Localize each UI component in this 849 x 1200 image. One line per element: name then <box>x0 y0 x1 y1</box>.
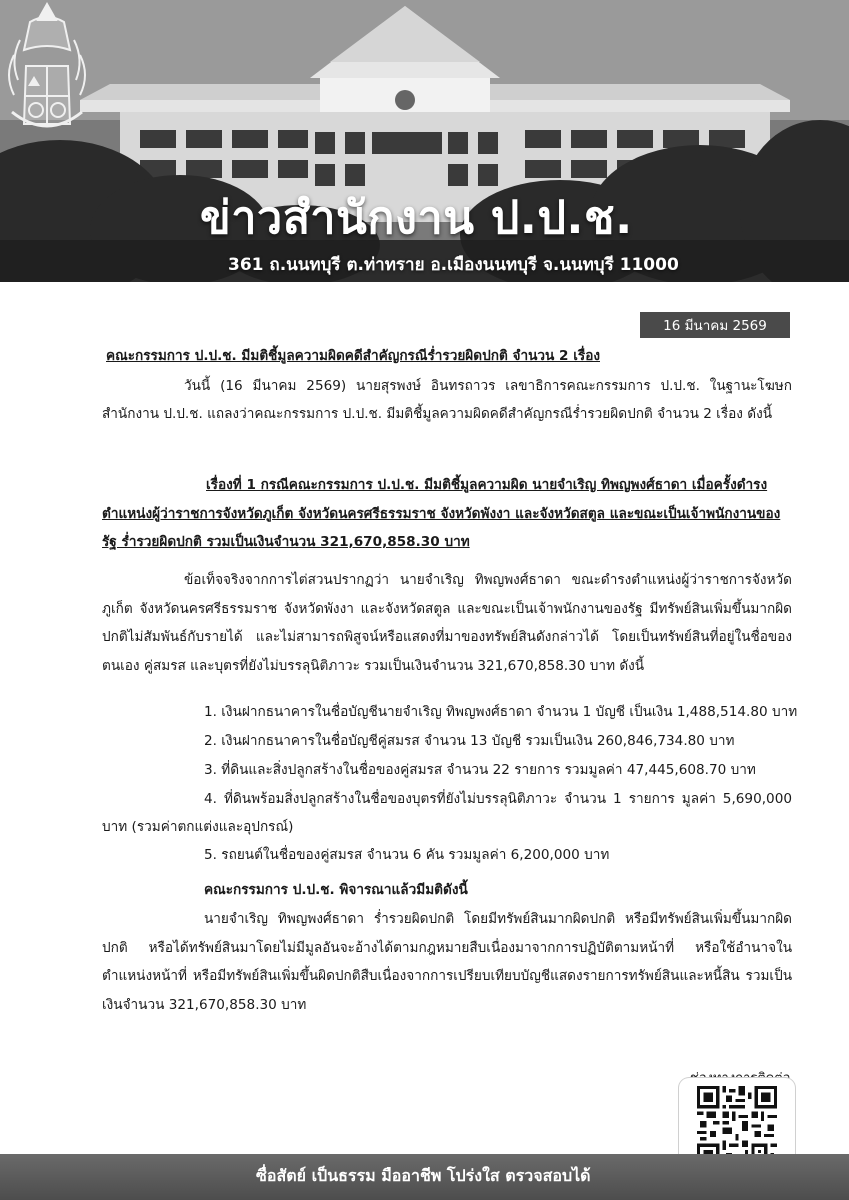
asset-item-1: 1. เงินฝากธนาคารในชื่อบัญชีนายจำเริญ ทิพญพงศ์ธาดา จำนวน 1 บัญชี เป็นเงิน 1,488,514.80 บาท <box>204 704 798 720</box>
asset-item-3: 3. ที่ดินและสิ่งปลูกสร้างในชื่อของคู่สมรส จำนวน 22 รายการ รวมมูลค่า 47,445,608.70 บาท <box>204 762 756 778</box>
header-banner <box>0 0 849 282</box>
nacc-seal-logo <box>0 0 94 140</box>
office-address: 361 ถ.นนทบุรี ต.ท่าทราย อ.เมืองนนทบุรี จ.นนทบุรี 11000 <box>228 255 679 275</box>
facts-paragraph: ข้อเท็จจริงจากการไต่สวนปรากฏว่า นายจำเริญ ทิพญพงศ์ธาดา ขณะดำรงตำแหน่งผู้ว่าราชการจังหวัดภูเก็ต จังหวัดนครศรีธรรมราช จังหวัดพังงา และจังหวัดสตูล และขณะเป็นเจ้าพนักงานของรัฐ มีทรัพย์สินเพิ่มขึ้นมากผิดปกติไม่สัมพันธ์กับรายได้ และไม่สามารถพิสูจน์หรือแสดงที่มาของทรัพย์สินดังกล่าวได้ โดยเป็นทรัพย์สินที่อยู่ในชื่อของตนเอง คู่สมรส และบุตรที่ยังไม่บรรลุนิติภาวะ รวมเป็นเงินจำนวน 321,670,858.30 บาท ดังนี้ <box>102 572 792 675</box>
asset-item-5: 5. รถยนต์ในชื่อของคู่สมรส จำนวน 6 คัน รวมมูลค่า 6,200,000 บาท <box>204 847 610 863</box>
intro-paragraph: วันนี้ (16 มีนาคม 2569) นายสุรพงษ์ อินทรถาวร เลขาธิการคณะกรรมการ ป.ป.ช. ในฐานะโฆษกสำนักงาน ป.ป.ช. แถลงว่าคณะกรรมการ ป.ป.ช. มีมติชี้มูลความผิดคดีสำคัญกรณีร่ำรวยผิดปกติ จำนวน 2 เรื่อง ดังนี้ <box>102 378 792 422</box>
topic-1-heading: เรื่องที่ 1 กรณีคณะกรรมการ ป.ป.ช. มีมติชี้มูลความผิด นายจำเริญ ทิพญพงศ์ธาดา เมื่อครั้งดำรงตำแหน่งผู้ว่าราชการจังหวัดภูเก็ต จังหวัดนครศรีธรรมราช จังหวัดพังงา และจังหวัดสตูล และขณะเป็นเจ้าพนักงานของรัฐ ร่ำรวยผิดปกติ รวมเป็นเงินจำนวน 321,670,858.30 บาท <box>102 477 781 550</box>
committee-paragraph: นายจำเริญ ทิพญพงศ์ธาดา ร่ำรวยผิดปกติ โดยมีทรัพย์สินมากผิดปกติ หรือมีทรัพย์สินเพิ่มขึ้นมากผิดปกติ หรือได้ทรัพย์สินมาโดยไม่มีมูลอันจะอ้างได้ตามกฎหมายสืบเนื่องมาจากการปฏิบัติตามหน้าที่ หรือใช้อำนาจในตำแหน่งหน้าที่ หรือมีทรัพย์สินเพิ่มขึ้นผิดปกติสืบเนื่องจากการเปรียบเทียบบัญชีแสดงรายการทรัพย์สินและหนี้สิน รวมเป็นเงินจำนวน 321,670,858.30 บาท <box>102 911 792 1013</box>
committee-heading: คณะกรรมการ ป.ป.ช. พิจารณาแล้วมีมติดังนี้ <box>204 882 468 898</box>
date-badge: 16 มีนาคม 2569 <box>640 312 790 338</box>
building-emblem <box>395 90 415 110</box>
asset-item-2: 2. เงินฝากธนาคารในชื่อบัญชีคู่สมรส จำนวน 13 บัญชี รวมเป็นเงิน 260,846,734.80 บาท <box>204 733 735 749</box>
asset-item-4: 4. ที่ดินพร้อมสิ่งปลูกสร้างในชื่อของบุตรที่ยังไม่บรรลุนิติภาวะ จำนวน 1 รายการ มูลค่า 5,690,000 บาท (รวมค่าตกแต่งและอุปกรณ์) <box>102 791 792 835</box>
news-headline: คณะกรรมการ ป.ป.ช. มีมติชี้มูลความผิดคดีสำคัญกรณีร่ำรวยผิดปกติ จำนวน 2 เรื่อง <box>106 348 600 364</box>
page-title: ข่าวสำนักงาน ป.ป.ช. <box>200 191 633 244</box>
footer-slogan: ซื่อสัตย์ เป็นธรรม มืออาชีพ โปร่งใส ตรวจสอบได้ <box>256 1166 591 1185</box>
